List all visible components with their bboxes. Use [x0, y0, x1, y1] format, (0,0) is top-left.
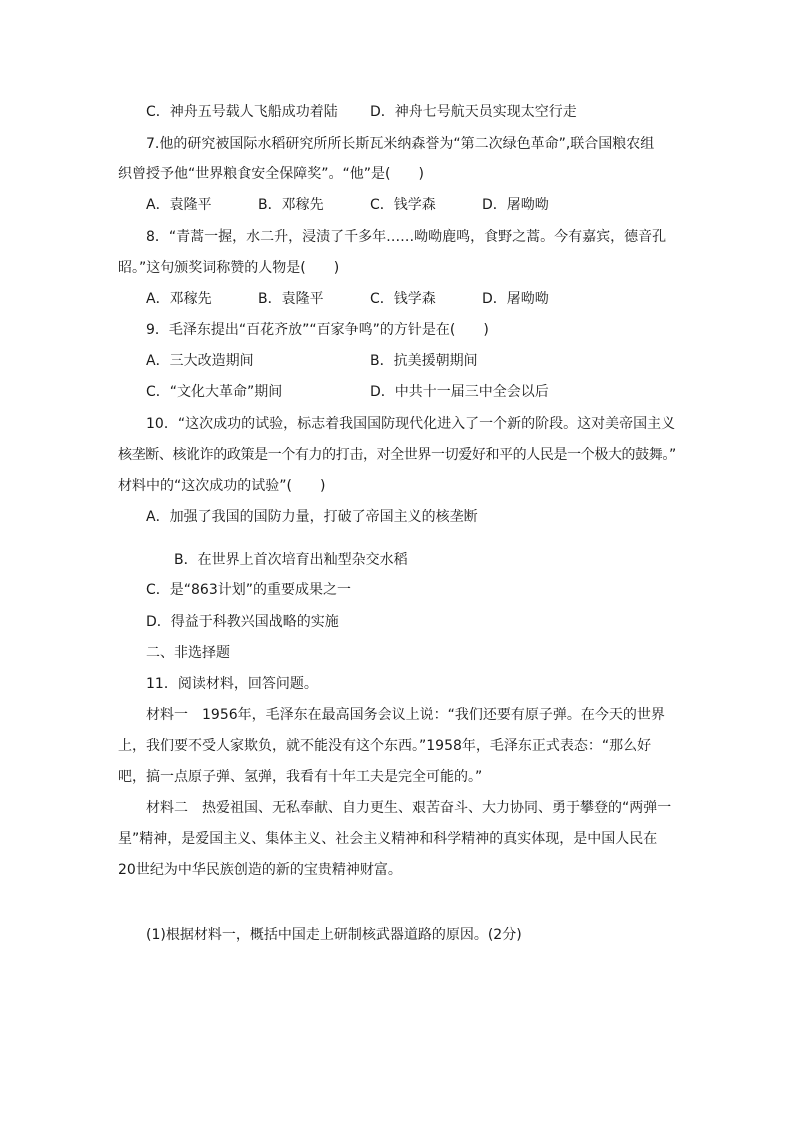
q8-stem-line1: 8．“青蒿一握，水二升，浸渍了千多年……呦呦鹿鸣，食野之蒿。今有嘉宾，德音孔 — [146, 229, 667, 245]
q8-stem-line2: 昭。”这句颁奖词称赞的人物是( ) — [118, 260, 340, 276]
q10-stem-line3: 材料中的“这次成功的试验”( ) — [118, 478, 326, 494]
q10-option-d: D．得益于科教兴国战略的实施 — [146, 614, 339, 630]
q10-stem-line1: 10．“这次成功的试验，标志着我国国防现代化进入了一个新的阶段。这对美帝国主义 — [146, 416, 676, 432]
q10-option-c: C．是“863计划”的重要成果之一 — [146, 582, 352, 598]
q9-option-d: D．中共十一届三中全会以后 — [370, 384, 549, 400]
q11-material1-line3: 吧，搞一点原子弹、氢弹，我看有十年工夫是完全可能的。” — [118, 769, 483, 785]
q8-option-a: A．邓稼先 — [146, 291, 212, 307]
q10-option-b: B．在世界上首次培育出籼型杂交水稻 — [174, 552, 408, 568]
q10-stem-line2: 核垄断、核讹诈的政策是一个有力的打击，对全世界一切爱好和平的人民是一个极大的鼓舞。” — [118, 447, 676, 463]
q11-material1-line1: 材料一 1956年，毛泽东在最高国务会议上说：“我们还要有原子弹。在今天的世界 — [146, 707, 665, 723]
q6-option-c: C．神舟五号载人飞船成功着陆 — [146, 104, 338, 120]
q10-option-a: A．加强了我国的国防力量，打破了帝国主义的核垄断 — [146, 509, 478, 525]
q8-option-d: D．屠呦呦 — [482, 291, 549, 307]
q9-option-b: B．抗美援朝期间 — [370, 353, 478, 369]
q9-option-a: A．三大改造期间 — [146, 353, 254, 369]
q7-option-b: B．邓稼先 — [258, 197, 324, 213]
q11-material2-line1: 材料二 热爱祖国、无私奉献、自力更生、艰苦奋斗、大力协同、勇于攀登的“两弹一 — [146, 800, 672, 816]
q7-stem-line2: 织曾授予他“世界粮食安全保障奖”。“他”是( ) — [118, 166, 424, 182]
q11-subquestion-1: (1)根据材料一，概括中国走上研制核武器道路的原因。(2分) — [146, 927, 522, 943]
q6-option-d: D．神舟七号航天员实现太空行走 — [370, 104, 577, 120]
q11-intro: 11．阅读材料，回答问题。 — [146, 676, 318, 692]
q11-material2-line3: 20世纪为中华民族创造的新的宝贵精神财富。 — [118, 862, 402, 878]
q9-stem: 9．毛泽东提出“百花齐放”“百家争鸣”的方针是在( ) — [146, 322, 489, 338]
section-heading: 二、非选择题 — [146, 645, 230, 661]
q7-option-d: D．屠呦呦 — [482, 197, 549, 213]
q7-option-c: C．钱学森 — [370, 197, 436, 213]
q9-option-c: C．“文化大革命”期间 — [146, 384, 283, 400]
q7-option-a: A．袁隆平 — [146, 197, 212, 213]
q11-material2-line2: 星”精神，是爱国主义、集体主义、社会主义精神和科学精神的真实体现，是中国人民在 — [118, 831, 658, 847]
q8-option-b: B．袁隆平 — [258, 291, 324, 307]
q7-stem-line1: 7.他的研究被国际水稻研究所所长斯瓦米纳森誉为“第二次绿色革命”,联合国粮农组 — [146, 136, 655, 152]
q11-material1-line2: 上，我们要不受人家欺负，就不能没有这个东西。”1958年，毛泽东正式表态：“那么好 — [118, 738, 652, 754]
q8-option-c: C．钱学森 — [370, 291, 436, 307]
